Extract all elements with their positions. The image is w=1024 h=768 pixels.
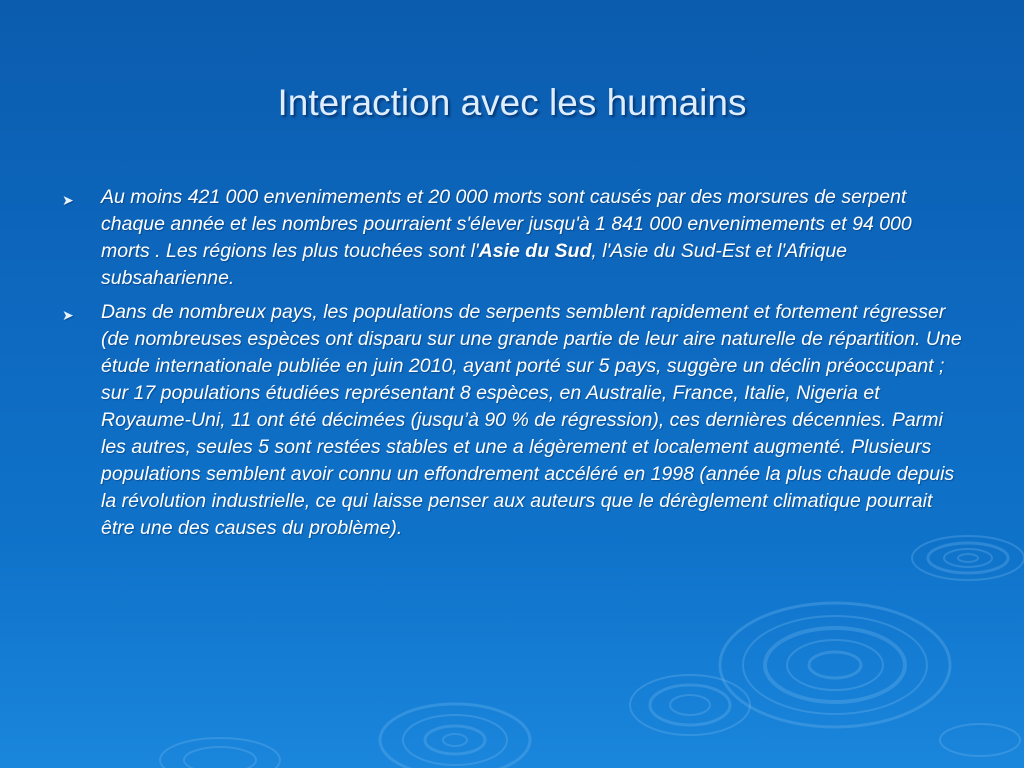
bullet-text: Dans de nombreux pays, les populations de serpents semblent rapidement et fortement régresser (de nombreuses espèces ont disparu sur une grande partie de leur aire naturelle de répartition. Une étude internationale publiée en juin 2010, ayant porté sur 5 pays, suggère un déclin préoccupant ; sur 17 populations étudiées représentant 8 espèces, en Australie, France, Italie, Nigeria et Royaume-Uni, 11 ont été décimées (jusqu’à 90 % de régression), ces dernières décennies. Parmi les autres, seules 5 sont restées stables et une a légèrement et localement augmenté. Plusieurs populations semblent avoir connu un effondrement accéléré en 1998 (année la plus chaude depuis la révolution industrielle, ce qui laisse penser aux auteurs que le dérèglement climatique pourrait être une des causes du problème). [101, 301, 962, 539]
bullet-text-continued: , l'Asie du Sud-Est et l'Afrique subsaharienne. [101, 240, 848, 289]
slide-title: Interaction avec les humains [277, 82, 747, 123]
bullet-text: Au moins 421 000 envenimements et 20 000 morts sont causés par des morsures de serpent chaque année et les nombres pourraient s'élever jusqu'à 1 841 000 envenimements et 94 000 morts . Les régions les plus touchées sont l' [101, 186, 912, 262]
bullet-list [60, 184, 965, 549]
bullet-item-snakebite-statistics [60, 184, 965, 292]
bullet-bold-text: Asie du Sud [478, 240, 592, 262]
arrow-bullet-icon: ➤ [62, 307, 74, 323]
bullet-item-population-decline [60, 299, 965, 542]
arrow-bullet-icon: ➤ [62, 192, 74, 208]
